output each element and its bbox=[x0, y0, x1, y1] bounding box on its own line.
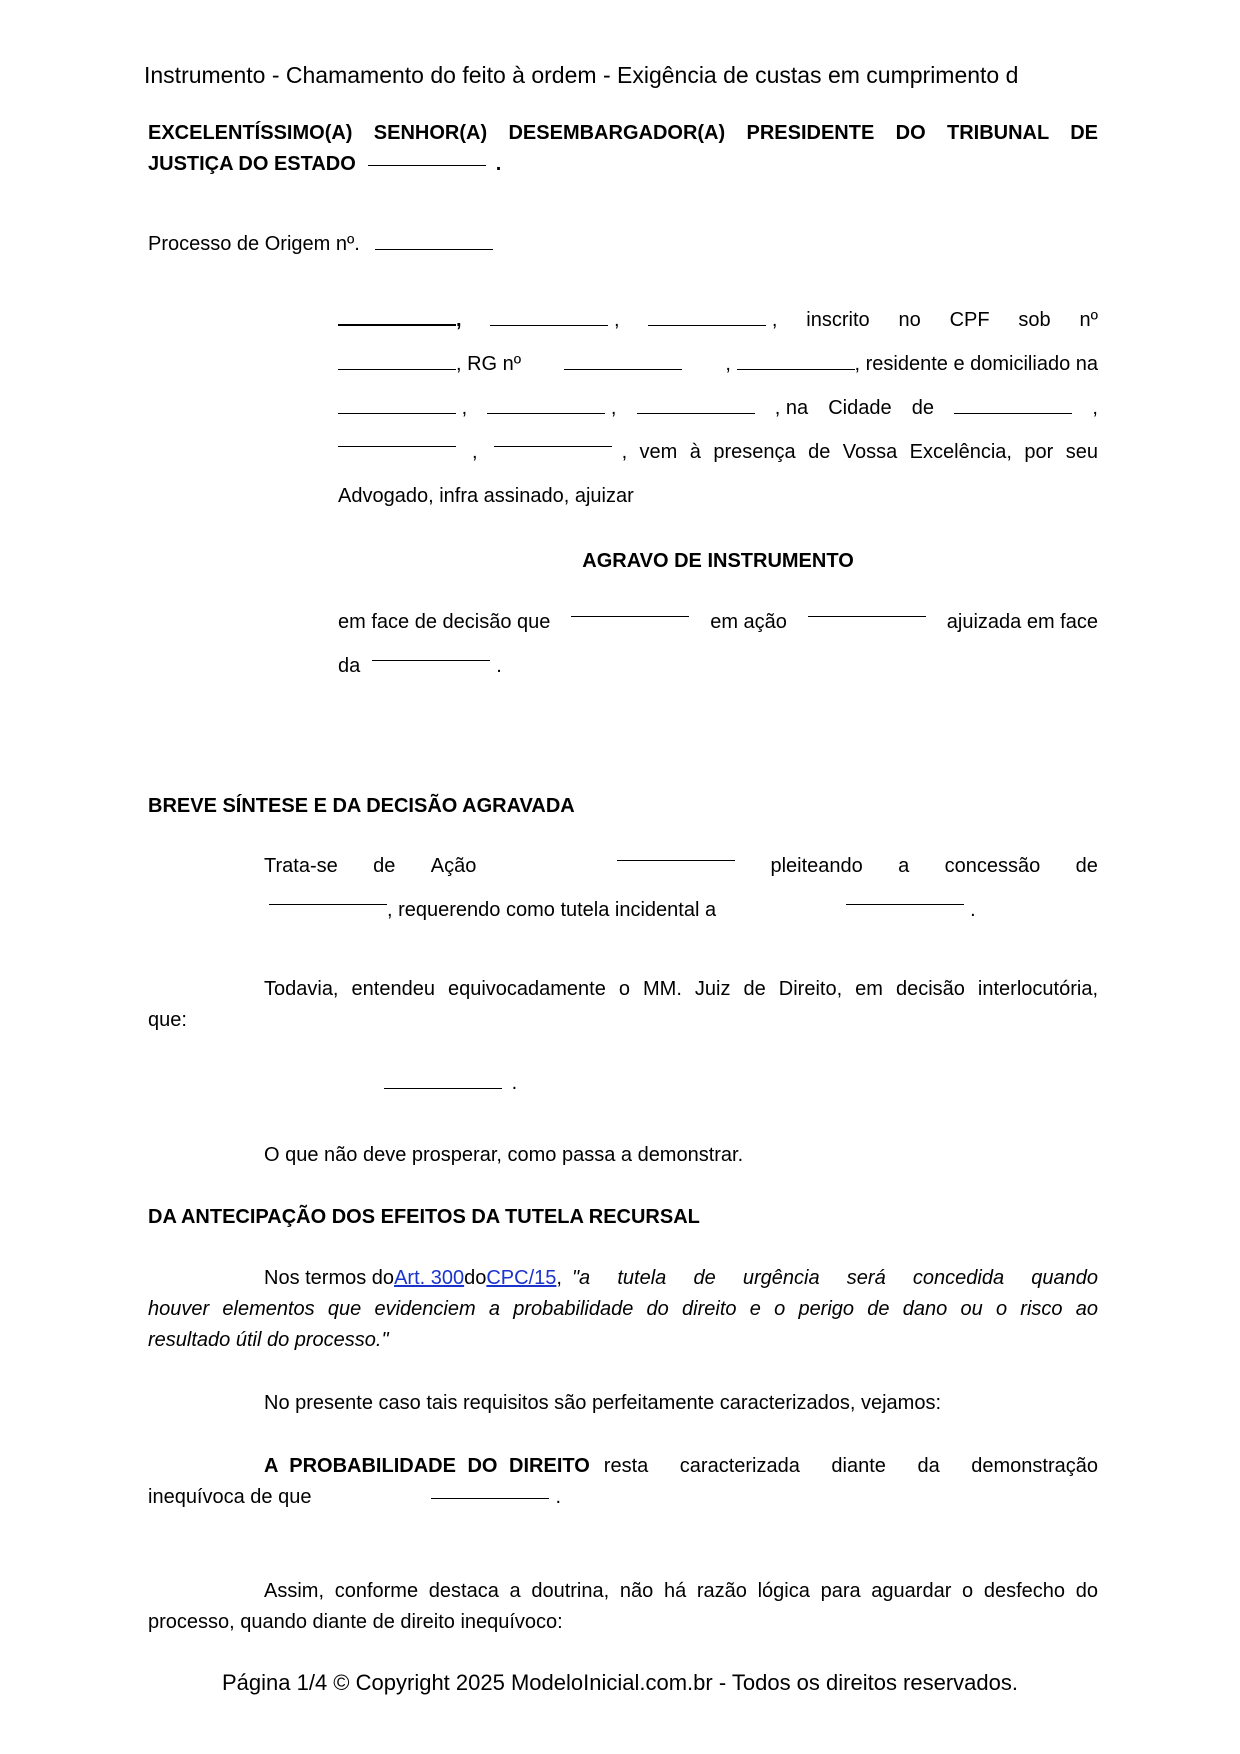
word: concessão bbox=[944, 855, 1041, 877]
qual-line-5 bbox=[338, 474, 1098, 518]
qual-line-1 bbox=[338, 298, 1098, 342]
agravo-title bbox=[338, 539, 1098, 583]
blank-field bbox=[338, 430, 456, 447]
blank-field bbox=[571, 600, 689, 617]
sintese-heading bbox=[148, 791, 1098, 822]
no-presente-text: No presente caso tais requisitos são perfeitamente caracterizados, vejamos: bbox=[264, 1392, 942, 1414]
blank-field bbox=[637, 397, 755, 414]
qual-line-2 bbox=[338, 342, 1098, 386]
punctuation: . bbox=[495, 153, 502, 175]
nao-deve-text: O que não deve prosperar, como passa a demonstrar. bbox=[264, 1144, 744, 1166]
word: em face de decisão que bbox=[338, 611, 551, 633]
page-header-title: Instrumento - Chamamento do feito à ordem - Exigência de custas em cumprimento d bbox=[144, 62, 1019, 88]
blank-field bbox=[338, 353, 456, 370]
blank-field bbox=[954, 397, 1072, 414]
punctuation: , bbox=[725, 353, 731, 375]
nao-deve-paragraph bbox=[264, 1140, 1098, 1171]
punctuation: , bbox=[613, 309, 620, 331]
court-address bbox=[148, 118, 1098, 180]
probabilidade-bold: A PROBABILIDADE DO DIREITO bbox=[264, 1455, 590, 1477]
trata-se-paragraph bbox=[264, 844, 1098, 932]
word: pleiteando bbox=[770, 855, 863, 877]
blank-field bbox=[487, 397, 605, 414]
word: Nos termos do bbox=[264, 1267, 395, 1289]
punctuation: , bbox=[1092, 397, 1098, 419]
word: Trata-se bbox=[264, 855, 338, 877]
word: de bbox=[373, 855, 396, 877]
punctuation: , bbox=[456, 309, 462, 331]
prob-line-2 bbox=[148, 1482, 1098, 1513]
todavia-text: Todavia, entendeu equivocadamente o MM. Juiz de Direito, em decisão interlocutória, bbox=[264, 978, 1098, 1000]
word: do bbox=[464, 1267, 487, 1289]
decision-blank bbox=[384, 1068, 784, 1099]
qual-line-3 bbox=[338, 386, 1098, 430]
word: , vem à presença de Vossa Excelência, por seu bbox=[621, 441, 1098, 463]
word: ajuizada em face bbox=[946, 611, 1098, 633]
processo-origem bbox=[148, 229, 1098, 260]
blank-field bbox=[494, 430, 612, 447]
blank-field bbox=[648, 309, 766, 326]
page-footer: Página 1/4 © Copyright 2025 ModeloInicial.com.br - Todos os direitos reservados. bbox=[222, 1670, 1018, 1695]
word: no bbox=[898, 309, 921, 331]
word: , RG nº bbox=[456, 353, 522, 375]
art-300-link[interactable]: Art. 300 bbox=[394, 1267, 465, 1289]
word: , residente e domiciliado na bbox=[854, 353, 1098, 375]
blank-field bbox=[372, 644, 490, 661]
quote-text: resultado útil do processo." bbox=[148, 1329, 389, 1351]
qual-line-4 bbox=[338, 430, 1098, 474]
word: CPF bbox=[949, 309, 990, 331]
nos-termos-paragraph bbox=[148, 1263, 1098, 1356]
trata-line-1 bbox=[264, 844, 1098, 888]
address-line-1 bbox=[148, 118, 1098, 149]
word: nº bbox=[1079, 309, 1098, 331]
punctuation: . bbox=[511, 1072, 518, 1094]
punctuation: . bbox=[970, 899, 976, 921]
word: Ação bbox=[430, 855, 477, 877]
word: Cidade bbox=[828, 397, 892, 419]
blank-field bbox=[490, 309, 608, 326]
cpc-15-link[interactable]: CPC/15 bbox=[486, 1267, 557, 1289]
word: de bbox=[911, 397, 935, 419]
party-qualification bbox=[338, 298, 1098, 518]
word: Advogado, infra assinado, ajuizar bbox=[338, 485, 634, 507]
blank-field bbox=[384, 1072, 502, 1089]
face-line-2 bbox=[338, 644, 1098, 688]
address-text: EXCELENTÍSSIMO(A) SENHOR(A) DESEMBARGADOR(A) PRESIDENTE DO TRIBUNAL DE bbox=[148, 122, 1098, 144]
blank-field bbox=[269, 888, 387, 905]
address-state-text: JUSTIÇA DO ESTADO bbox=[148, 153, 356, 175]
word: inscrito bbox=[806, 309, 870, 331]
word: de bbox=[1075, 855, 1098, 877]
quote-text: houver elementos que evidenciem a probabilidade do direito e o perigo de dano ou o risco ao bbox=[148, 1298, 1098, 1320]
que-text: que: bbox=[148, 1009, 187, 1031]
blank-field bbox=[564, 353, 682, 370]
blank-field bbox=[338, 308, 456, 326]
antecipacao-heading-text: DA ANTECIPAÇÃO DOS EFEITOS DA TUTELA RECURSAL bbox=[148, 1206, 700, 1228]
antecipacao-heading bbox=[148, 1202, 1098, 1233]
assim-paragraph bbox=[148, 1576, 1098, 1638]
agravo-title-text: AGRAVO DE INSTRUMENTO bbox=[582, 550, 854, 572]
assim-text: Assim, conforme destaca a doutrina, não há razão lógica para aguardar o desfecho do bbox=[264, 1580, 1098, 1602]
processo-label: Processo de Origem nº. bbox=[148, 233, 360, 255]
punctuation: , bbox=[472, 441, 478, 463]
blank-field bbox=[846, 888, 964, 905]
word: da bbox=[338, 655, 361, 677]
no-presente-paragraph bbox=[264, 1388, 1098, 1419]
trata-line-2 bbox=[264, 888, 1098, 932]
prob-line-1 bbox=[148, 1451, 1098, 1482]
word: a bbox=[898, 855, 910, 877]
blank-field bbox=[431, 1482, 549, 1499]
assim-text: processo, quando diante de direito inequívoco: bbox=[148, 1611, 563, 1633]
punctuation: , bbox=[610, 397, 617, 419]
word: inequívoca de que bbox=[148, 1486, 312, 1508]
address-line-2 bbox=[148, 149, 1098, 180]
quote-text: "a tutela de urgência será concedida quando bbox=[571, 1267, 1098, 1289]
face-line-1 bbox=[338, 600, 1098, 644]
blank-field bbox=[338, 397, 456, 414]
todavia-paragraph bbox=[148, 974, 1098, 1036]
word: em ação bbox=[710, 611, 787, 633]
blank-field bbox=[368, 149, 486, 166]
blank-field bbox=[808, 600, 926, 617]
word: , requerendo como tutela incidental a bbox=[387, 899, 717, 921]
punctuation: , bbox=[556, 1267, 562, 1289]
punctuation: . bbox=[555, 1486, 562, 1508]
word: sob bbox=[1018, 309, 1051, 331]
punctuation: , bbox=[771, 309, 778, 331]
nos-termos-line-1 bbox=[148, 1263, 1098, 1294]
punctuation: , bbox=[461, 397, 468, 419]
word: , na bbox=[774, 397, 809, 419]
blank-field bbox=[737, 353, 855, 370]
em-face-paragraph bbox=[338, 600, 1098, 688]
sintese-heading-text: BREVE SÍNTESE E DA DECISÃO AGRAVADA bbox=[148, 795, 575, 817]
blank-field bbox=[375, 233, 493, 250]
word: resta caracterizada diante da demonstração bbox=[603, 1455, 1098, 1477]
probabilidade-paragraph bbox=[148, 1451, 1098, 1513]
punctuation: . bbox=[496, 655, 502, 677]
blank-field bbox=[617, 844, 735, 861]
